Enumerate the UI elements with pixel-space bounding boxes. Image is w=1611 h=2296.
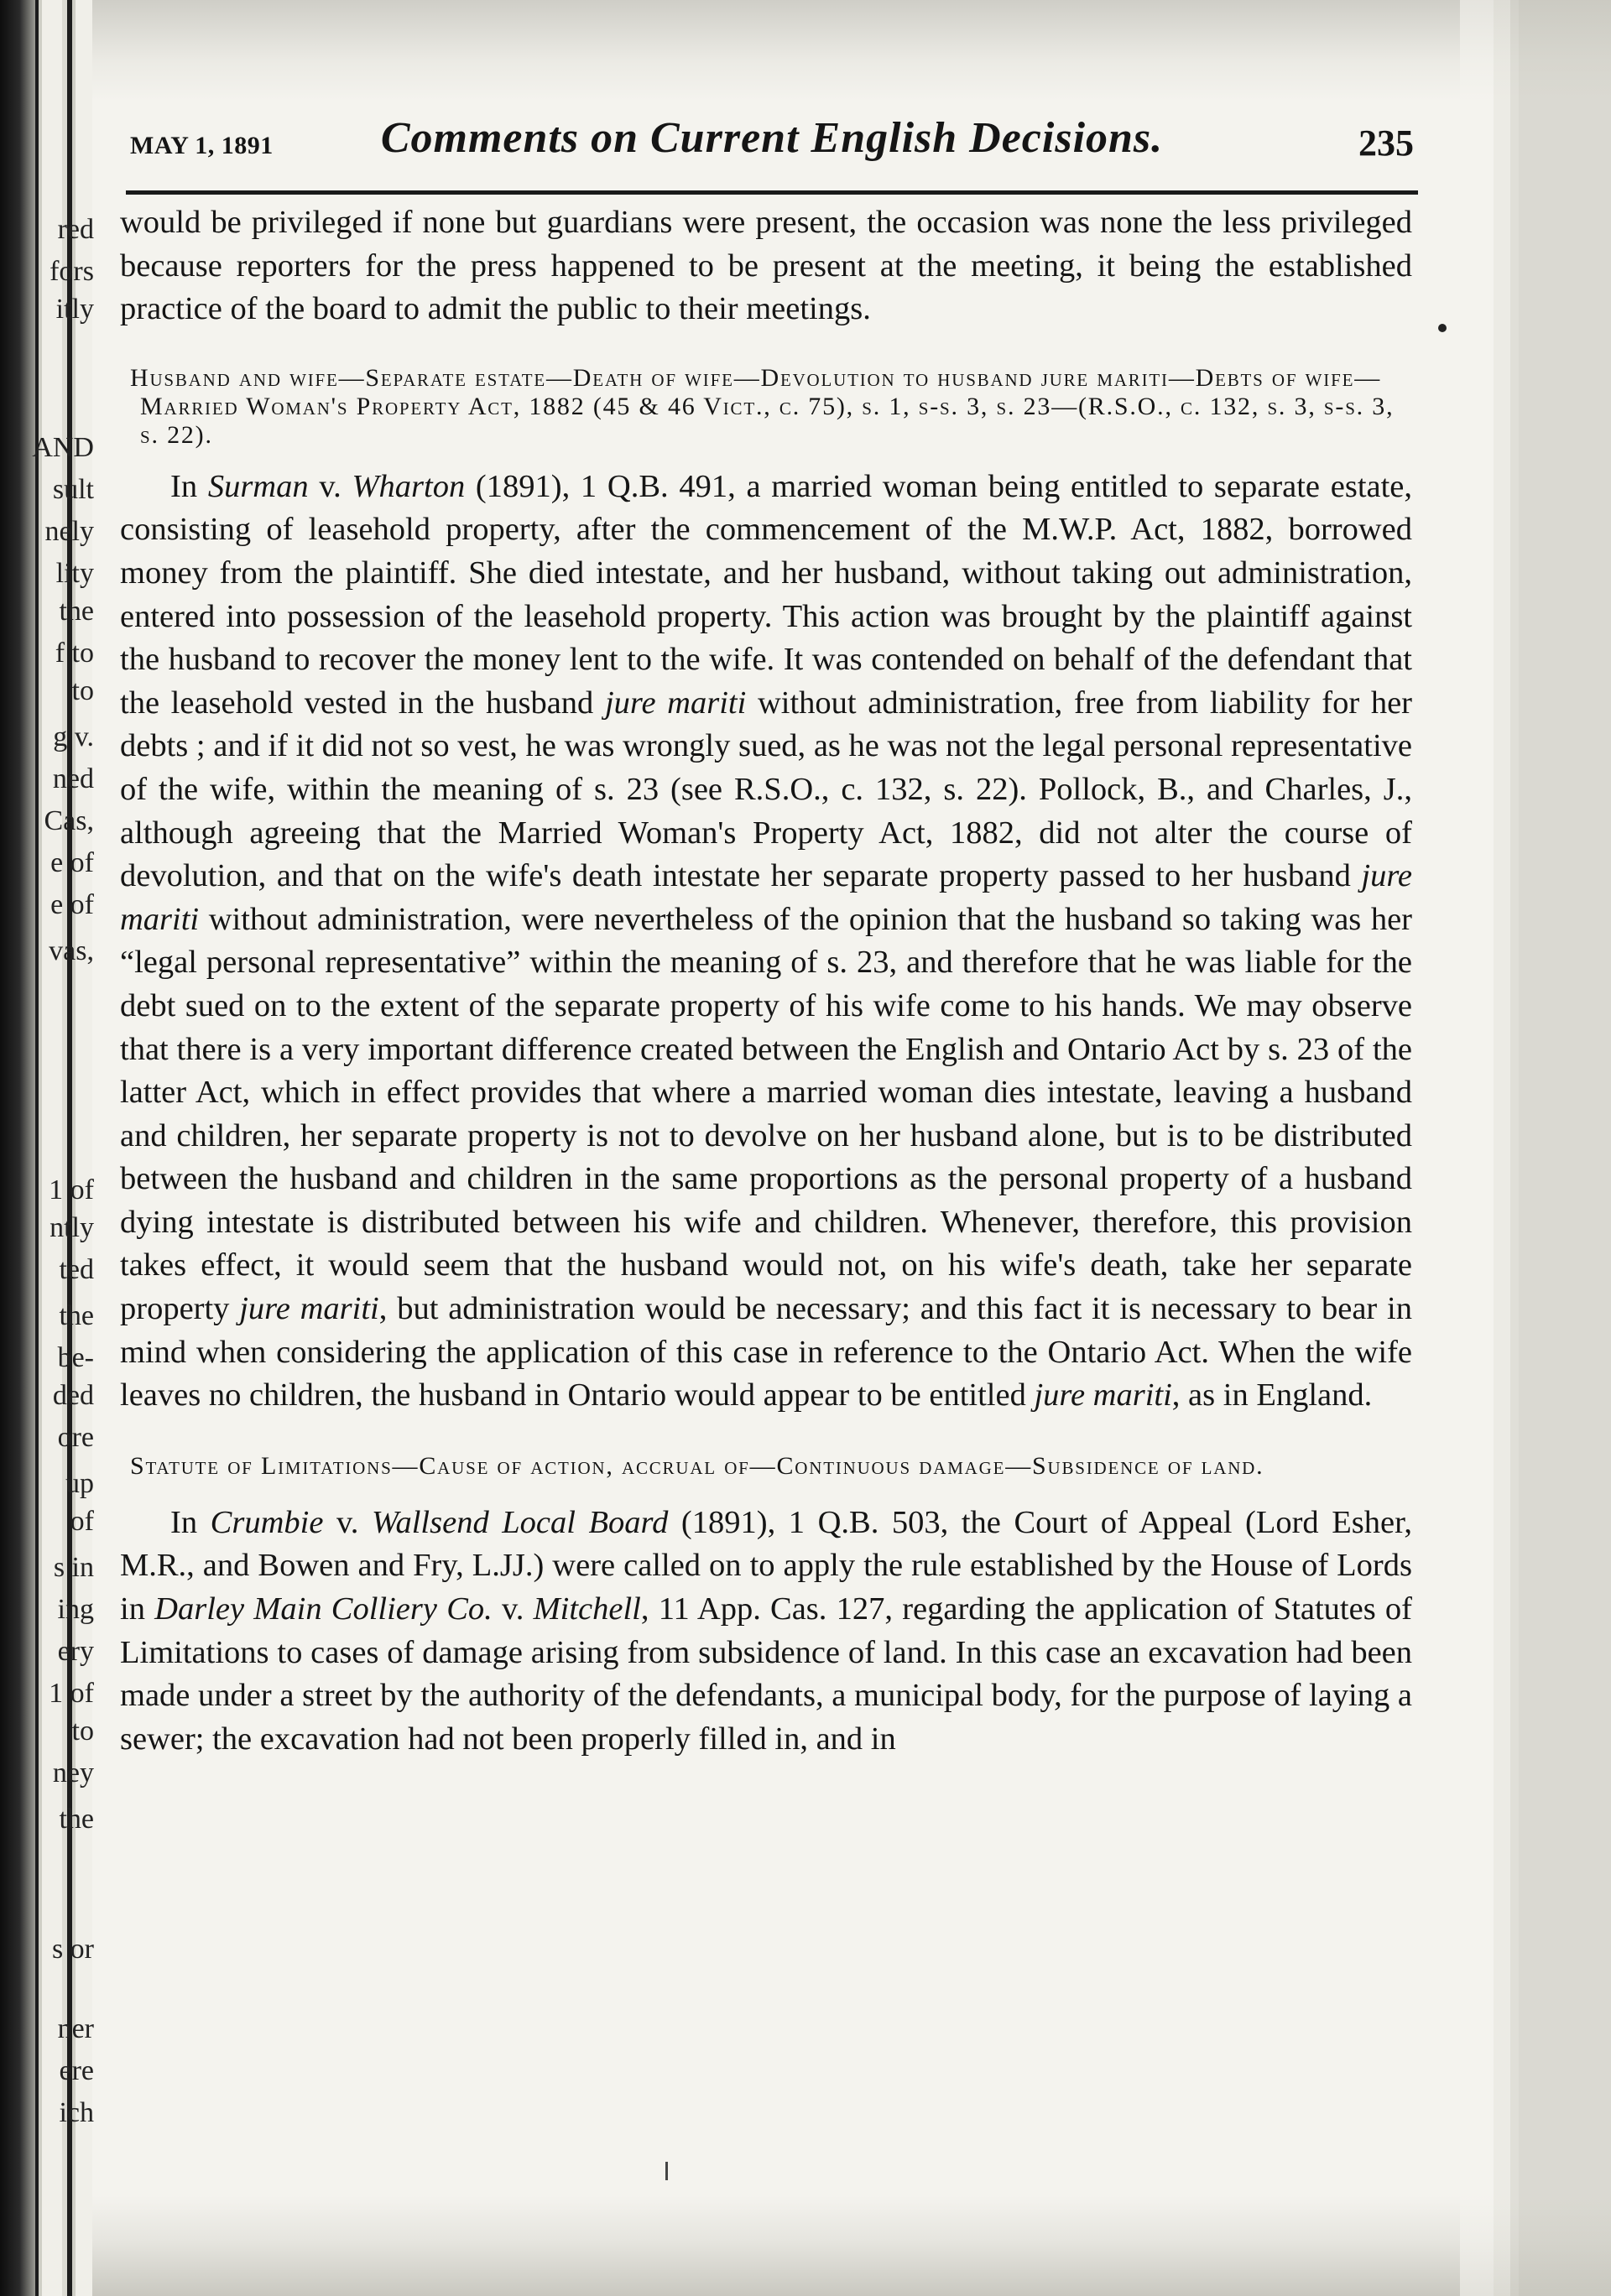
text-run: v. bbox=[492, 1591, 534, 1627]
facing-page-fragment: vas, bbox=[49, 935, 94, 966]
facing-page-fragment: ere bbox=[59, 2055, 94, 2086]
header-title: Comments on Current English Decisions. bbox=[380, 114, 1164, 162]
ink-mark bbox=[665, 2162, 668, 2180]
section-heading-husband-and-wife bbox=[130, 365, 1412, 450]
facing-page-fragment: e of bbox=[50, 889, 94, 920]
facing-page-fragment: ded bbox=[52, 1380, 94, 1411]
facing-page-fragment: 1 of bbox=[49, 1174, 94, 1205]
section-heading-statute-of-limitations bbox=[130, 1453, 1412, 1481]
facing-page-fragment: to bbox=[71, 1715, 94, 1747]
facing-page-fragment: g v. bbox=[53, 721, 94, 752]
facing-page-fragments bbox=[27, 0, 94, 2296]
opening-paragraph: would be privileged if none but guardians were present, the occasion was none the less privileged because reporters for the press happened to be present at the meeting, it being the established practice of the board to admit the public to their meetings. bbox=[120, 205, 1412, 327]
section-heading-text: Husband and wife—Separate estate—Death of wife—Devolution to husband jure mariti—Debts of wife—Married Woman's Property Act, 1882 (45 & 46 Vict., c. 75), s. 1, s-s. 3, s. 23—(R.S.O., c. 132, s. 3, s-s. 3, s. 22). bbox=[130, 363, 1395, 449]
text-run: , 11 App. Cas. 127, regarding the application of Statutes of Limitations to cases of damage arising from subsidence of land. In this case an excavation had been made under a street by the authority of the defendants, a municipal body, for the purpose of laying a sewer; the excavation had not been properly filled in, and in bbox=[120, 1591, 1412, 1757]
facing-page-fragment: of bbox=[70, 1506, 94, 1537]
text-run: In bbox=[170, 1504, 211, 1540]
text-run: , as in England. bbox=[1171, 1377, 1373, 1414]
case-name: Darley Main Colliery Co. bbox=[154, 1591, 493, 1627]
case-name: Wallsend Local Board bbox=[371, 1504, 669, 1540]
section-heading-text: Statute of Limitations—Cause of action, accrual of—Continuous damage—Subsidence of land. bbox=[130, 1451, 1264, 1480]
facing-page-fragment: the bbox=[59, 1300, 94, 1331]
facing-page-fragment: ery bbox=[57, 1636, 94, 1667]
facing-page-fragment: the bbox=[59, 1804, 94, 1835]
facing-page-fragment: ney bbox=[52, 1757, 94, 1788]
case-name: Crumbie bbox=[210, 1504, 324, 1540]
facing-page-fragment: up bbox=[65, 1468, 94, 1499]
text-run: without administration, free from liability for her debts ; and if it did not so vest, he was wrongly sued, as he was not the legal personal representative of the wife, within the meaning of s. 23 (see R.S.O., c. 132, s. 22). Pollock, B., and Charles, J., although agreeing that the Married Woman's Property Act, 1882, did not alter the course of devolution, and that on the wife's death intestate her separate property passed to her husband bbox=[120, 685, 1412, 894]
text-run: v. bbox=[323, 1504, 372, 1540]
header-date: MAY 1, 1891 bbox=[130, 132, 274, 159]
page-body bbox=[120, 201, 1412, 1761]
facing-page-fragment: lity bbox=[55, 558, 94, 589]
page-bottom-shadow bbox=[0, 2195, 1611, 2296]
latin-term: jure mariti bbox=[1034, 1377, 1172, 1414]
case-name: Surman bbox=[207, 468, 309, 504]
text-run: In bbox=[170, 468, 208, 504]
text-run: v. bbox=[308, 468, 352, 504]
facing-page-fragment: ing bbox=[57, 1594, 94, 1625]
facing-page-fragment: ich bbox=[59, 2097, 94, 2128]
facing-page-fragment: ned bbox=[52, 763, 94, 794]
facing-page-fragment: nely bbox=[44, 516, 94, 547]
facing-page-fragment: s or bbox=[51, 1934, 94, 1965]
facing-page-fragment: s in bbox=[53, 1552, 94, 1583]
facing-page-fragment: e of bbox=[50, 847, 94, 878]
facing-page-fragment: ore bbox=[57, 1422, 94, 1453]
facing-page-fragment: Cas, bbox=[44, 805, 94, 836]
case-name: Wharton bbox=[352, 468, 466, 504]
facing-page-fragment: itly bbox=[55, 294, 94, 325]
facing-page-fragment: 1 of bbox=[49, 1678, 94, 1709]
right-page-edge bbox=[1460, 0, 1611, 2296]
text-run: (1891), 1 Q.B. 503, the Court of Appeal (Lord Esher, M.R., and Bowen and Fry, L.JJ.) were called on to apply the rule established by the House of Lords in bbox=[120, 1504, 1412, 1627]
paragraph-surman-v-wharton bbox=[120, 466, 1412, 1418]
facing-page-fragment: ntly bbox=[50, 1212, 94, 1243]
case-name: Mitchell bbox=[533, 1591, 641, 1627]
facing-page-fragment: fors bbox=[50, 256, 94, 287]
text-run: , but administration would be necessary; and this fact it is necessary to bear in mind when considering the application of this case in reference to the Ontario Act. When the wife leaves no children, the husband in Ontario would appear to be entitled bbox=[120, 1291, 1412, 1414]
facing-page-fragment: AND bbox=[32, 432, 94, 463]
facing-page-fragment: the bbox=[59, 596, 94, 627]
page-number: 235 bbox=[1358, 122, 1414, 164]
facing-page-fragment: sult bbox=[52, 474, 94, 505]
latin-term: jure mariti bbox=[239, 1291, 379, 1327]
page-top-shadow bbox=[0, 0, 1611, 101]
facing-page-fragment: ted bbox=[59, 1254, 94, 1285]
facing-page-fragment: f to bbox=[55, 638, 94, 669]
header-rule bbox=[126, 190, 1418, 195]
ink-speck bbox=[1438, 324, 1447, 332]
text-run: without administration, were nevertheless of the opinion that the husband so taking was her “legal personal representative” within the meaning of s. 23, and therefore that he was liable for the debt sued on to the extent of the separate property of his wife come to his hands. We may observe that there is a very important difference created between the English and Ontario Act by s. 23 of the latter Act, which in effect provides that where a married woman dies intestate, leaving a husband and children, her separate property is not to devolve on her husband alone, but is to be distributed between the husband and children in the same proportions as the personal property of a husband dying intestate is distributed between his wife and children. Whenever, therefore, this provision takes effect, it would seem that the husband would not, on his wife's death, take her separate property bbox=[120, 901, 1412, 1327]
facing-page-fragment: be- bbox=[57, 1342, 94, 1373]
paragraph-crumbie-v-wallsend bbox=[120, 1502, 1412, 1762]
facing-page-fragment: red bbox=[57, 214, 94, 245]
facing-page-fragment: to bbox=[71, 675, 94, 706]
latin-term: jure mariti bbox=[120, 858, 1412, 937]
latin-term: jure mariti bbox=[604, 685, 747, 721]
facing-page-fragment: ner bbox=[57, 2013, 94, 2044]
running-header bbox=[130, 105, 1414, 180]
text-run: (1891), 1 Q.B. 491, a married woman being entitled to separate estate, consisting of leasehold property, after the commencement of the M.W.P. Act, 1882, borrowed money from the plaintiff. She died intestate, and her husband, without taking out administration, entered into possession of the leasehold property. This action was brought by the plaintiff against the husband to recover the money lent to the wife. It was contended on behalf of the defendant that the leasehold vested in the husband bbox=[120, 468, 1413, 721]
